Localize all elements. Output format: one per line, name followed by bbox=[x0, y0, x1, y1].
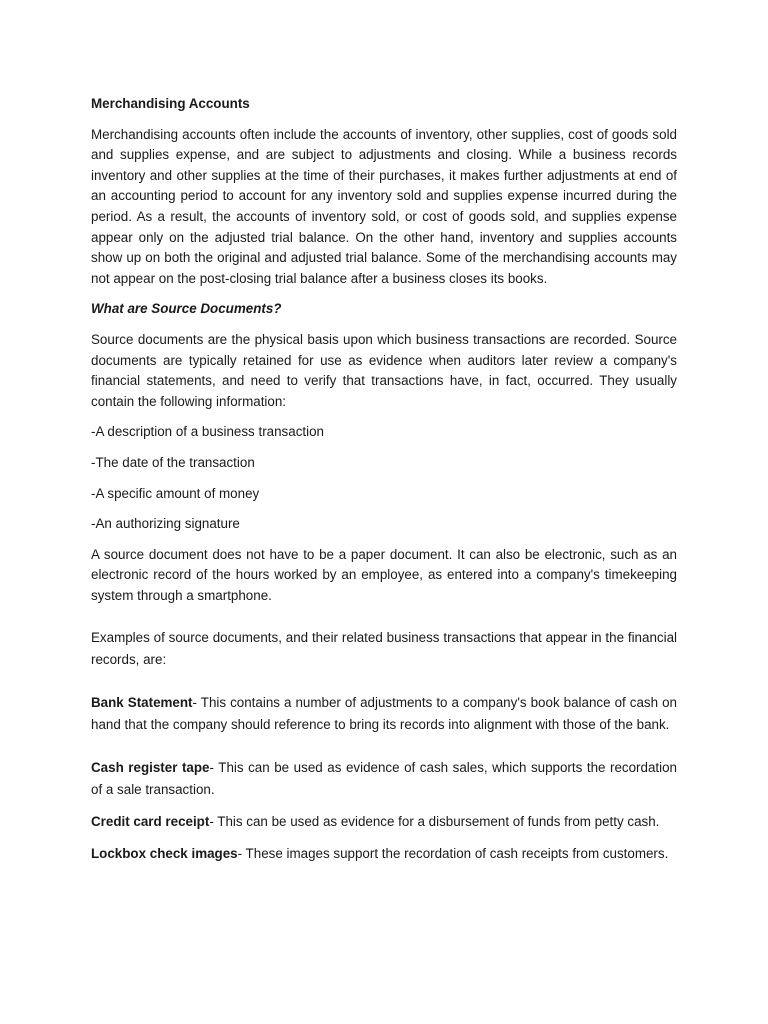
list-item: -The date of the transaction bbox=[91, 454, 255, 470]
document-page bbox=[91, 94, 677, 875]
example-cash-register-tape bbox=[91, 757, 677, 801]
document-title: Merchandising Accounts bbox=[91, 96, 250, 111]
list-item: -A description of a business transaction bbox=[91, 424, 324, 440]
example-text: - This can be used as evidence for a disbursement of funds from petty cash. bbox=[209, 814, 660, 830]
example-text: - These images support the recordation of cash receipts from customers. bbox=[237, 846, 669, 862]
example-credit-card-receipt bbox=[91, 811, 677, 833]
example-bank-statement bbox=[91, 692, 677, 736]
source-documents-paragraph: Source documents are the physical basis upon which business transactions are recorded. Source documents are typically retained for use as evidence when auditors later review a company's financial statements, and need to verify that transactions have, in fact, occurred. They usually contain the following information: bbox=[91, 331, 677, 409]
list-item: -A specific amount of money bbox=[91, 485, 260, 501]
examples-intro-paragraph: Examples of source documents, and their related business transactions that appear in the financial records, are: bbox=[91, 630, 677, 668]
electronic-paragraph: A source document does not have to be a paper document. It can also be electronic, such as an electronic record of the hours worked by an employee, as entered into a company's timekeeping system through a smartphone. bbox=[91, 546, 677, 603]
example-term: Lockbox check images bbox=[91, 846, 238, 862]
example-text: - This contains a number of adjustments to a company's book balance of cash on hand that the company should reference to bring its records into alignment with those of the bank. bbox=[91, 695, 677, 733]
example-text: - This can be used as evidence of cash sales, which supports the recordation of a sale transaction. bbox=[91, 760, 678, 798]
source-documents-heading: What are Source Documents? bbox=[91, 301, 282, 317]
intro-paragraph: Merchandising accounts often include the accounts of inventory, other supplies, cost of goods sold and supplies expense, and are subject to adjustments and closing. While a business records inventory and other supplies at the time of their purchases, it makes further adjustments at end of an accounting period to account for any inventory sold and supplies expense incurred during the period. As a result, the accounts of inventory sold, or cost of goods sold, and supplies expense appear only on the adjusted trial balance. On the other hand, inventory and supplies accounts show up on both the original and adjusted trial balance. Some of the merchandising accounts may not appear on the post-closing trial balance after a business closes its books. bbox=[91, 126, 677, 286]
list-item: -An authorizing signature bbox=[91, 516, 240, 532]
example-lockbox-check-images bbox=[91, 843, 677, 865]
example-term: Bank Statement bbox=[91, 695, 193, 711]
example-term: Cash register tape bbox=[91, 760, 210, 776]
example-term: Credit card receipt bbox=[91, 814, 210, 830]
